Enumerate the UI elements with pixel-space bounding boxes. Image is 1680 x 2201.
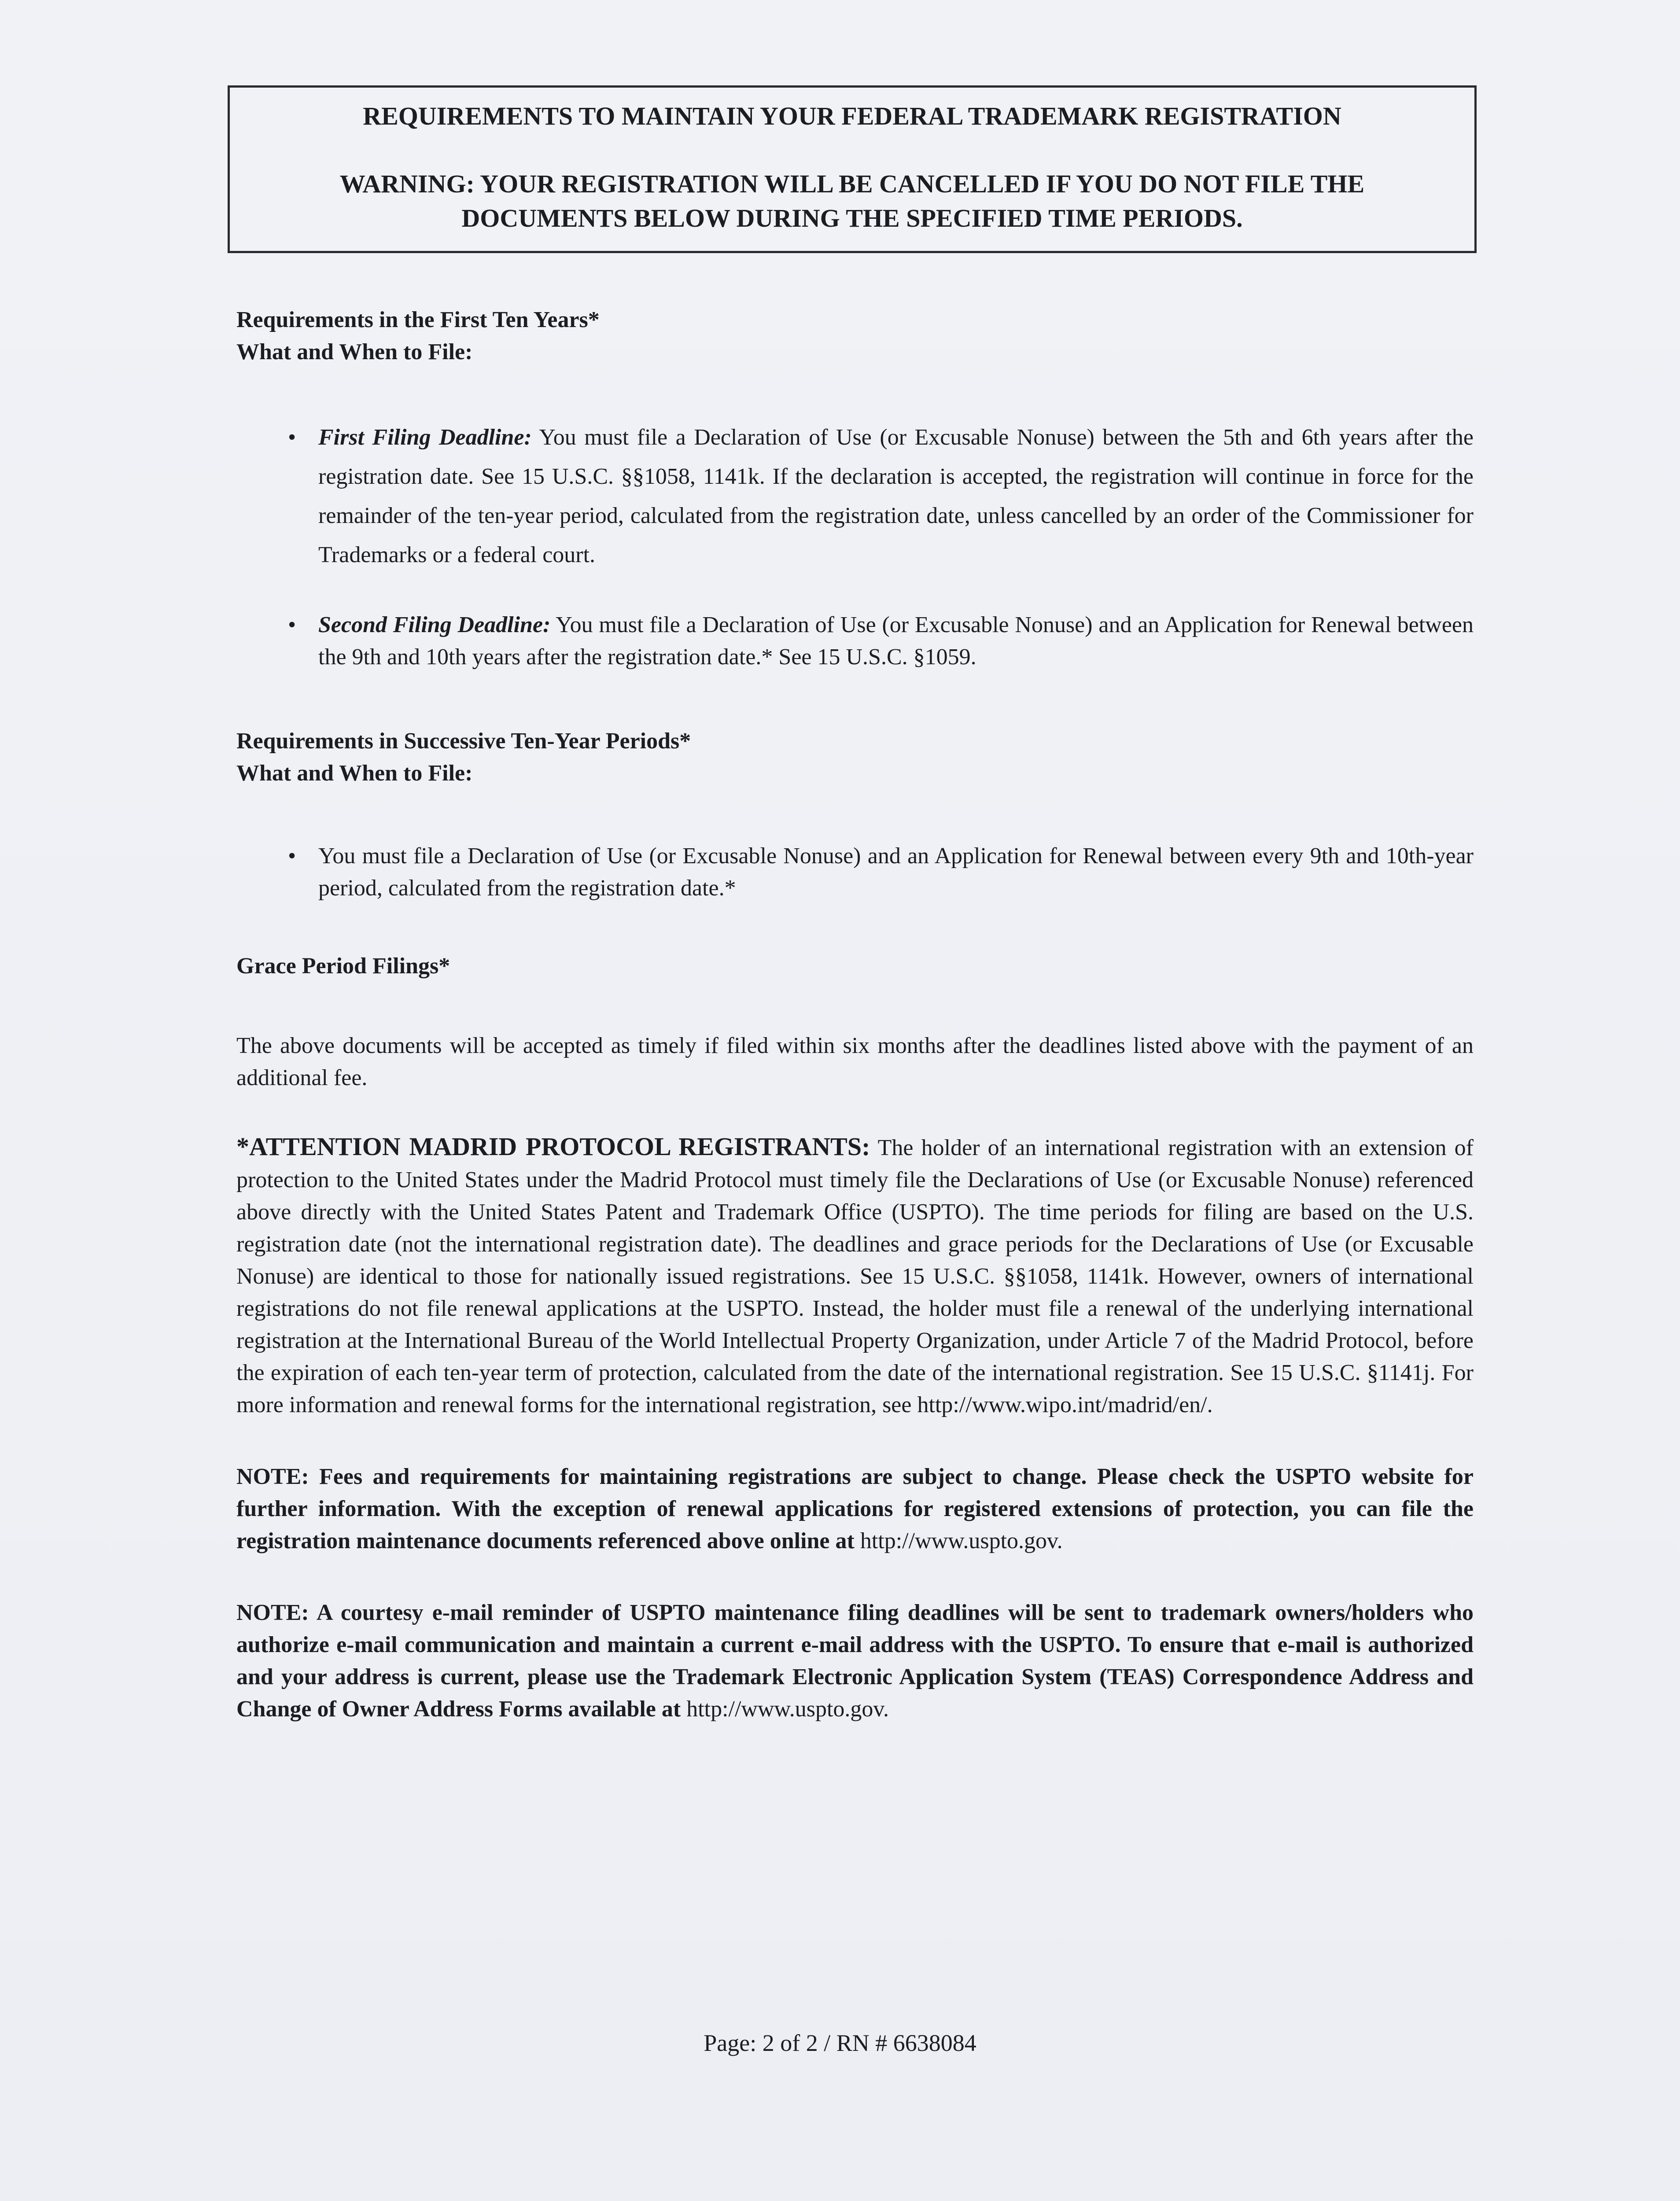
header-box: [228, 85, 1477, 253]
section2-heading: Requirements in Successive Ten-Year Periods*: [236, 729, 691, 754]
document-body: [236, 304, 1474, 1725]
page-footer: Page: 2 of 2 / RN # 6638084: [704, 2030, 976, 2056]
section1-subheading: What and When to File:: [236, 339, 473, 364]
list-item: [236, 418, 1474, 574]
note-fees-text: NOTE: Fees and requirements for maintaining registrations are subject to change. Please check the USPTO website for further information. With the exception of renewal applications for registered extensions of protection, you can file the registration maintenance documents referenced above online at: [236, 1464, 1474, 1553]
successive-periods-text: You must file a Declaration of Use (or Excusable Nonuse) and an Application for Renewal between every 9th and 10th-year period, calculated from the registration date.*: [318, 843, 1474, 901]
note-fees-link[interactable]: http://www.uspto.gov.: [860, 1528, 1063, 1553]
section2-bullet-list: [236, 840, 1474, 904]
section1-bullet-list: [236, 418, 1474, 673]
section2-subheading: What and When to File:: [236, 761, 473, 786]
grace-period-text: The above documents will be accepted as timely if filed within six months after the deadlines listed above with the payment of an additional fee.: [236, 1033, 1474, 1090]
note-email-paragraph: [236, 1597, 1474, 1725]
list-item: [236, 840, 1474, 904]
header-title: REQUIREMENTS TO MAINTAIN YOUR FEDERAL TRADEMARK REGISTRATION: [363, 102, 1341, 130]
first-filing-deadline-text: You must file a Declaration of Use (or Excusable Nonuse) between the 5th and 6th years after the registration date. See 15 U.S.C. §§1058, 1141k. If the declaration is accepted, the registration will continue in force for the remainder of the ten-year period, calculated from the registration date, unless cancelled by an order of the Commissioner for Trademarks or a federal court.: [318, 425, 1474, 567]
madrid-attention-text: The holder of an international registration with an extension of protection to the United States under the Madrid Protocol must timely file the Declarations of Use (or Excusable Nonuse) referenced above directly with the United States Patent and Trademark Office (USPTO). The time periods for filing are based on the U.S. registration date (not the international registration date). The deadlines and grace periods for the Declarations of Use (or Excusable Nonuse) are identical to those for nationally issued registrations. See 15 U.S.C. §§1058, 1141k. However, owners of international registrations do not file renewal applications at the USPTO. Instead, the holder must file a renewal of the underlying international registration at the International Bureau of the World Intellectual Property Organization, under Article 7 of the Madrid Protocol, before the expiration of each ten-year term of protection, calculated from the date of the international registration. See 15 U.S.C. §1141j. For more information and renewal forms for the international registration, see http://www.wipo.int/madrid/en/.: [236, 1135, 1474, 1417]
bullet-icon: •: [288, 612, 296, 637]
list-item: [236, 609, 1474, 673]
madrid-protocol-paragraph: [236, 1130, 1474, 1421]
section1-heading: Requirements in the First Ten Years*: [236, 307, 600, 332]
first-filing-deadline-label: First Filing Deadline:: [318, 425, 532, 450]
second-filing-deadline-text: You must file a Declaration of Use (or Excusable Nonuse) and an Application for Renewal between the 9th and 10th years after the registration date.* See 15 U.S.C. §1059.: [318, 612, 1474, 670]
second-filing-deadline-label: Second Filing Deadline:: [318, 612, 551, 637]
header-warning: WARNING: YOUR REGISTRATION WILL BE CANCELLED IF YOU DO NOT FILE THE DOCUMENTS BELOW DURING THE SPECIFIED TIME PERIODS.: [339, 169, 1365, 232]
note-email-text: NOTE: A courtesy e-mail reminder of USPTO maintenance filing deadlines will be sent to trademark owners/holders who authorize e-mail communication and maintain a current e-mail address with the USPTO. To ensure that e-mail is authorized and your address is current, please use the Trademark Electronic Application System (TEAS) Correspondence Address and Change of Owner Address Forms available at: [236, 1600, 1474, 1722]
grace-period-heading: Grace Period Filings*: [236, 953, 450, 979]
bullet-icon: •: [288, 843, 296, 869]
madrid-attention-label: *ATTENTION MADRID PROTOCOL REGISTRANTS:: [236, 1132, 870, 1161]
bullet-icon: •: [288, 425, 296, 450]
note-fees-paragraph: [236, 1461, 1474, 1557]
note-email-link[interactable]: http://www.uspto.gov.: [686, 1697, 889, 1722]
